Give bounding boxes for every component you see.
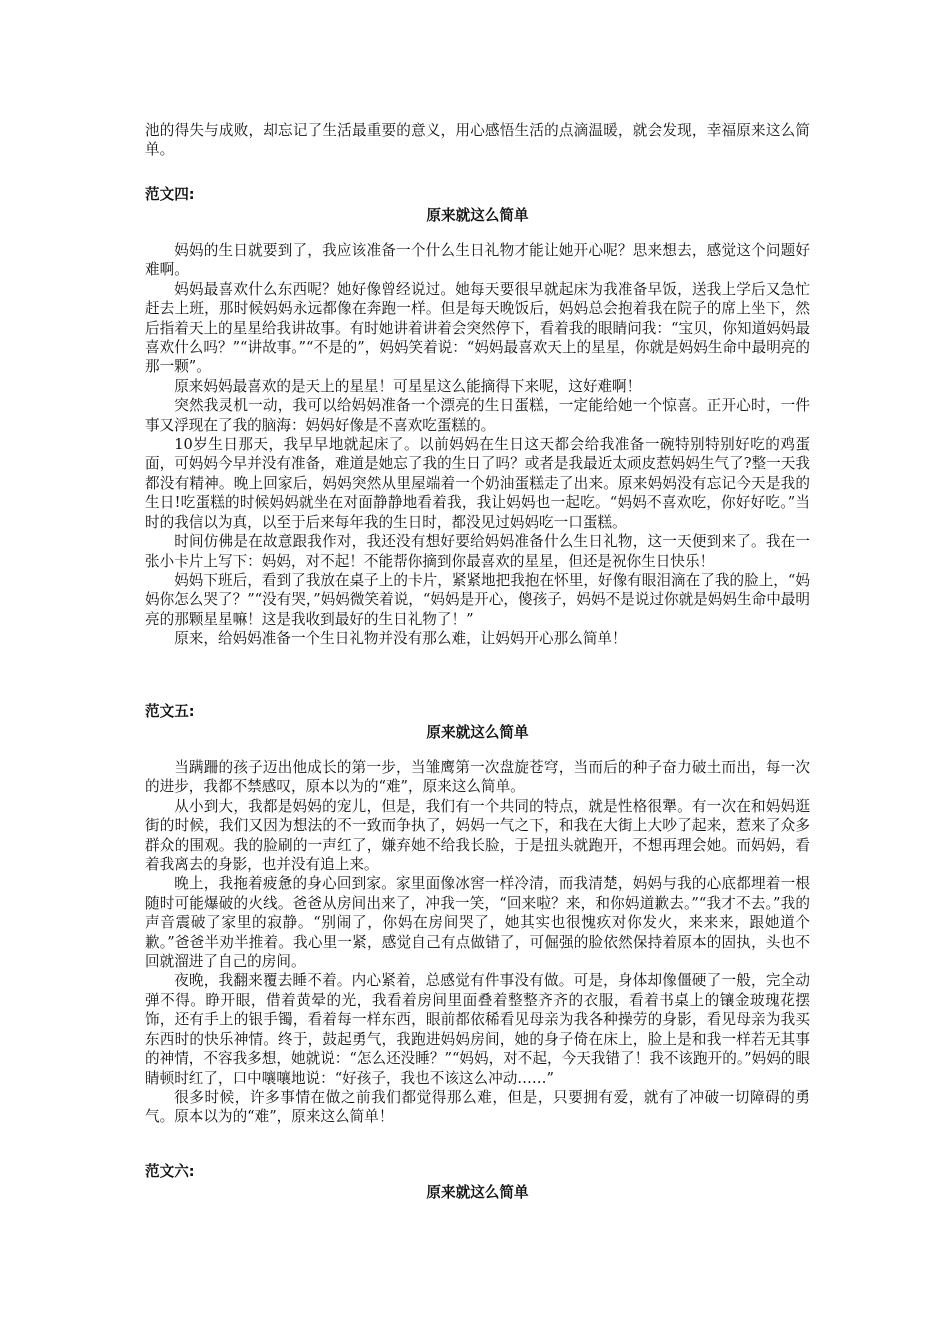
essay-five-paragraph: 很多时候，许多事情在做之前我们都觉得那么难，但是，只要拥有爱，就有了冲破一切障碍的勇气。原本以为的“难”，原来这么简单！	[145, 1088, 810, 1126]
essay-four-title: 原来就这么简单	[426, 207, 529, 224]
essay-four-paragraph: 突然我灵机一动，我可以给妈妈准备一个漂亮的生日蛋糕，一定能给她一个惊喜。正开心时，一件事又浮现在了我的脑海：妈妈好像是不喜欢吃蛋糕的。	[145, 397, 810, 434]
essay-four-paragraph: 妈妈的生日就要到了，我应该准备一个什么生日礼物才能让她开心呢？思来想去，感觉这个问题好难啊。	[145, 242, 810, 279]
essay-six-title: 原来就这么简单	[426, 1184, 529, 1201]
essay-four-paragraph: 妈妈最喜欢什么东西呢？她好像曾经说过。她每天要很早就起床为我准备早饭，送我上学后又急忙赶去上班，那时候妈妈永远都像在奔跑一样。但是每天晚饭后，妈妈总会抱着我在院子的席上坐下，然后指着天上的星星给我讲故事。有时她讲着讲着会突然停下，看着我的眼睛问我：“宝贝，你知道妈妈最喜欢什么吗？”“讲故事。”“不是的”，妈妈笑着说：“妈妈最喜欢天上的星星，你就是妈妈生命中最明亮的那一颗”。	[145, 280, 810, 376]
essay-five-body	[145, 758, 810, 1127]
essay-five-heading: 范文五:	[145, 703, 195, 720]
intro-paragraph: 池的得失与成败，却忘记了生活最重要的意义，用心感悟生活的点滴温暖，就会发现，幸福原来这么简单。	[145, 122, 810, 159]
essay-four-heading: 范文四:	[145, 186, 195, 203]
essay-four-paragraph: 10岁生日那天，我早早地就起床了。以前妈妈在生日这天都会给我准备一碗特别特别好吃的鸡蛋面，可妈妈今早并没有准备，难道是她忘了我的生日了吗？或者是我最近太顽皮惹妈妈生气了?整一天我都没有精神。晚上回家后，妈妈突然从里屋端着一个奶油蛋糕走了出来。原来妈妈没有忘记今天是我的生日!吃蛋糕的时候妈妈就坐在对面静静地看着我，我让妈妈也一起吃。“妈妈不喜欢吃，你好好吃。”当时的我信以为真，以至于后来每年我的生日时，都没见过妈妈吃一口蛋糕。	[145, 436, 810, 531]
essay-four-paragraph: 原来妈妈最喜欢的是天上的星星！可星星这么能摘得下来呢，这好难啊！	[174, 377, 642, 395]
intro-section	[145, 121, 810, 160]
essay-six-heading: 范文六:	[145, 1163, 195, 1180]
essay-six-section	[145, 1162, 810, 1203]
essay-five-title: 原来就这么简单	[426, 724, 529, 741]
essay-four-paragraph: 时间仿佛是在故意跟我作对，我还没有想好要给妈妈准备什么生日礼物，这一天便到来了。我在一张小卡片上写下：妈妈，对不起！不能帮你摘到你最喜欢的星星，但还是祝你生日快乐！	[145, 533, 810, 570]
essay-five-paragraph: 夜晚，我翻来覆去睡不着。内心紧着，总感觉有件事没有做。可是，身体却像僵硬了一般，完全动弹不得。睁开眼，借着黄晕的光，我看着房间里面叠着整整齐齐的衣服，看着书桌上的镶金玻瑰花摆饰，还有手上的银手镯，看着每一样东西，眼前都依稀看见母亲为我各种操劳的身影，看见母亲为我买东西时的快乐神情。终于，鼓起勇气，我跑进妈妈房间，她的身子倚在床上，脸上是和我一样若无其事的神情，不容我多想，她就说：“怎么还没睡？”“妈妈，对不起，今天我错了！我不该跑开的。”妈妈的眼睛顿时红了，口中嚷嚷地说：“好孩子，我也不该这么冲动……”	[145, 972, 810, 1087]
essay-five-paragraph: 从小到大，我都是妈妈的宠儿，但是，我们有一个共同的特点，就是性格很犟。有一次在和妈妈逛街的时候，我们又因为想法的不一致而争执了，妈妈一气之下，和我在大街上大吵了起来，惹来了众多群众的围观。我的脸刷的一声红了，嫌弃她不给我长脸，于是扭头就跑开，不想再理会她。而妈妈，看着我离去的身影，也并没有追上来。	[145, 797, 810, 874]
essay-five-paragraph: 晚上，我拖着疲惫的身心回到家。家里面像冰窖一样冷清，而我清楚，妈妈与我的心底都埋着一根随时可能爆破的火线。爸爸从房间出来了，冲我一笑，“回来啦？来，和你妈道歉去。”“我才不去。”我的声音震破了家里的寂静。“别闹了，你妈在房间哭了，她其实也很愧疚对你发火，来来来，跟她道个歉。”爸爸半劝半推着。我心里一紧，感觉自己有点做错了，可倔强的脸依然保持着原本的固执，头也不回就溜进了自己的房间。	[145, 875, 810, 971]
essay-five-paragraph: 当蹒跚的孩子迈出他成长的第一步，当雏鹰第一次盘旋苍穹，当而后的种子奋力破土而出，每一次的进步，我都不禁感叹，原本以为的“难”，原来这么简单。	[145, 759, 810, 796]
essay-four-paragraph: 原来，给妈妈准备一个生日礼物并没有那么难，让妈妈开心那么简单！	[174, 630, 627, 648]
essay-five-section	[145, 702, 810, 1127]
essay-four-paragraph: 妈妈下班后，看到了我放在桌子上的卡片，紧紧地把我抱在怀里，好像有眼泪滴在了我的脸上，“妈妈你怎么哭了？”“没有哭，”妈妈微笑着说，“妈妈是开心，傻孩子，妈妈不是说过你就是妈妈生命中最明亮的那颗星星嘛！这是我收到最好的生日礼物了！”	[145, 571, 810, 628]
essay-four-body	[145, 241, 810, 649]
essay-four-section	[145, 185, 810, 649]
